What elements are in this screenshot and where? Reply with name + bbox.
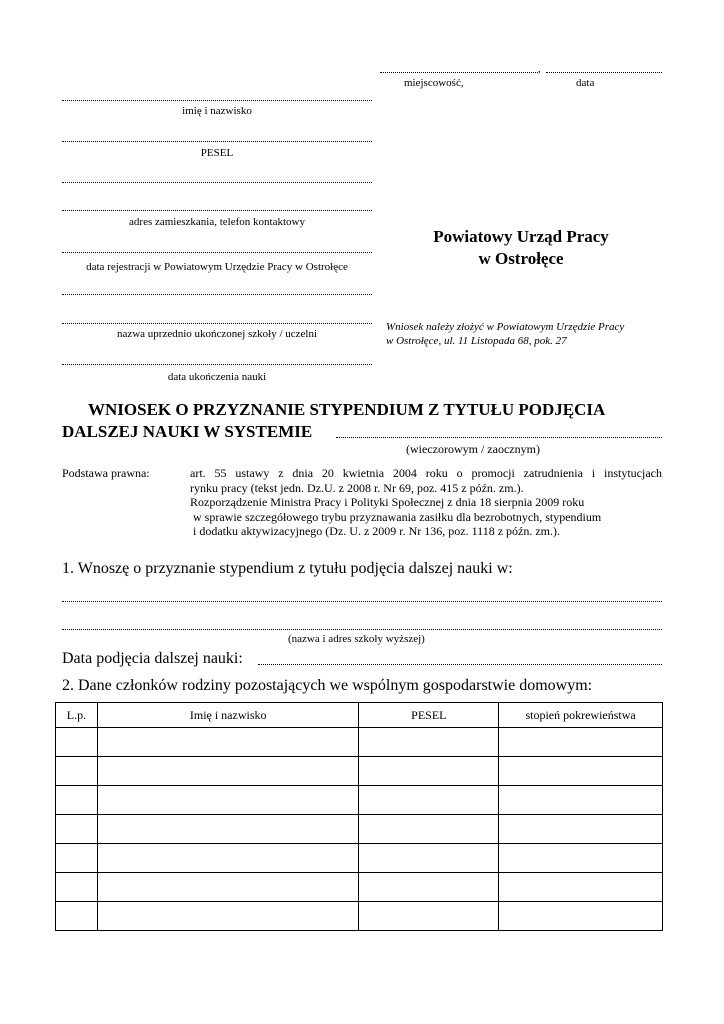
legal-basis-text — [190, 466, 662, 539]
cell-name[interactable] — [97, 786, 359, 815]
legal-basis-line4: w sprawie szczegółowego trybu przyznawania zasiłku dla bezrobotnych, stypendium — [190, 509, 602, 524]
system-field[interactable] — [336, 437, 662, 438]
system-hint: (wieczorowym / zaocznym) — [406, 442, 540, 456]
cell-name[interactable] — [97, 844, 359, 873]
cell-pesel[interactable] — [359, 757, 499, 786]
table-row — [56, 844, 663, 873]
school-name-field-line2[interactable] — [62, 629, 662, 630]
school-field-line2[interactable] — [62, 323, 372, 324]
form-title-line1: WNIOSEK O PRZYZNANIE STYPENDIUM Z TYTUŁU PODJĘCIA — [88, 400, 606, 419]
table-row — [56, 815, 663, 844]
cell-name[interactable] — [97, 757, 359, 786]
cell-lp[interactable] — [56, 728, 98, 757]
place-caption: miejscowość, — [404, 77, 464, 89]
cell-relation[interactable] — [499, 873, 663, 902]
cell-lp[interactable] — [56, 815, 98, 844]
cell-lp[interactable] — [56, 786, 98, 815]
cell-lp[interactable] — [56, 757, 98, 786]
cell-pesel[interactable] — [359, 815, 499, 844]
table-row — [56, 873, 663, 902]
pesel-field[interactable] — [62, 141, 372, 142]
legal-basis-label: Podstawa prawna: — [62, 466, 150, 480]
cell-name[interactable] — [97, 873, 359, 902]
col-lp-header: L.p. — [56, 703, 98, 728]
cell-relation[interactable] — [499, 757, 663, 786]
legal-basis-line5: i dodatku aktywizacyjnego (Dz. U. z 2009 r. Nr 136, poz. 1118 z późn. zm.). — [190, 524, 561, 538]
table-header-row — [56, 703, 663, 728]
cell-lp[interactable] — [56, 873, 98, 902]
graduation-field[interactable] — [62, 364, 372, 365]
legal-basis-line2: rynku pracy (tekst jedn. Dz.U. z 2008 r. Nr 69, poz. 415 z późn. zm.). — [190, 480, 524, 495]
office-line2: w Ostrołęce — [478, 249, 564, 268]
cell-relation[interactable] — [499, 786, 663, 815]
cell-pesel[interactable] — [359, 844, 499, 873]
col-relation-header: stopień pokrewieństwa — [499, 703, 663, 728]
section2-heading: 2. Dane członków rodziny pozostających we wspólnym gospodarstwie domowym: — [62, 677, 593, 694]
graduation-caption: data ukończenia nauki — [167, 371, 267, 383]
legal-basis-line1: art. 55 ustawy z dnia 20 kwietnia 2004 roku o promocji zatrudnienia i instytucjach — [190, 466, 662, 480]
cell-relation[interactable] — [499, 844, 663, 873]
date-field[interactable] — [546, 72, 662, 73]
cell-name[interactable] — [97, 902, 359, 931]
cell-lp[interactable] — [56, 902, 98, 931]
office-name — [380, 226, 662, 270]
cell-relation[interactable] — [499, 728, 663, 757]
cell-pesel[interactable] — [359, 786, 499, 815]
registration-caption: data rejestracji w Powiatowym Urzędzie Pracy w Ostrołęce — [86, 261, 348, 273]
name-field[interactable] — [62, 100, 372, 101]
cell-pesel[interactable] — [359, 873, 499, 902]
place-field[interactable] — [380, 72, 538, 73]
cell-relation[interactable] — [499, 815, 663, 844]
address-field-line1[interactable] — [62, 182, 372, 183]
school-caption: nazwa uprzednio ukończonej szkoły / uczelni — [116, 328, 318, 340]
start-date-label: Data podjęcia dalszej nauki: — [62, 650, 243, 667]
table-row — [56, 902, 663, 931]
school-field-line1[interactable] — [62, 294, 372, 295]
form-title-line2: DALSZEJ NAUKI W SYSTEMIE — [62, 422, 313, 441]
name-caption: imię i nazwisko — [182, 105, 252, 117]
submit-note-line2: w Ostrołęce, ul. 11 Listopada 68, pok. 27 — [386, 335, 567, 347]
cell-name[interactable] — [97, 815, 359, 844]
legal-basis-line3: Rozporządzenie Ministra Pracy i Polityki Społecznej z dnia 18 sierpnia 2009 roku — [190, 495, 585, 509]
school-name-field-line1[interactable] — [62, 601, 662, 602]
submit-note-line1: Wniosek należy złożyć w Powiatowym Urzędzie Pracy — [386, 321, 625, 333]
table-row — [56, 728, 663, 757]
address-field-line2[interactable] — [62, 210, 372, 211]
date-caption: data — [576, 77, 595, 89]
school-name-caption: (nazwa i adres szkoły wyższej) — [288, 633, 425, 645]
cell-name[interactable] — [97, 728, 359, 757]
submit-note — [386, 320, 676, 348]
office-line1: Powiatowy Urząd Pracy — [433, 227, 609, 246]
col-pesel-header: PESEL — [359, 703, 499, 728]
cell-pesel[interactable] — [359, 728, 499, 757]
cell-relation[interactable] — [499, 902, 663, 931]
cell-lp[interactable] — [56, 844, 98, 873]
table-row — [56, 757, 663, 786]
col-name-header: Imię i nazwisko — [97, 703, 359, 728]
address-caption: adres zamieszkania, telefon kontaktowy — [129, 216, 305, 228]
start-date-field[interactable] — [258, 664, 662, 665]
table-row — [56, 786, 663, 815]
registration-field[interactable] — [62, 252, 372, 253]
pesel-caption: PESEL — [200, 147, 234, 159]
cell-pesel[interactable] — [359, 902, 499, 931]
family-members-table — [55, 702, 663, 931]
section1-heading: 1. Wnoszę o przyznanie stypendium z tytułu podjęcia dalszej nauki w: — [62, 560, 513, 577]
comma: , — [538, 63, 541, 75]
